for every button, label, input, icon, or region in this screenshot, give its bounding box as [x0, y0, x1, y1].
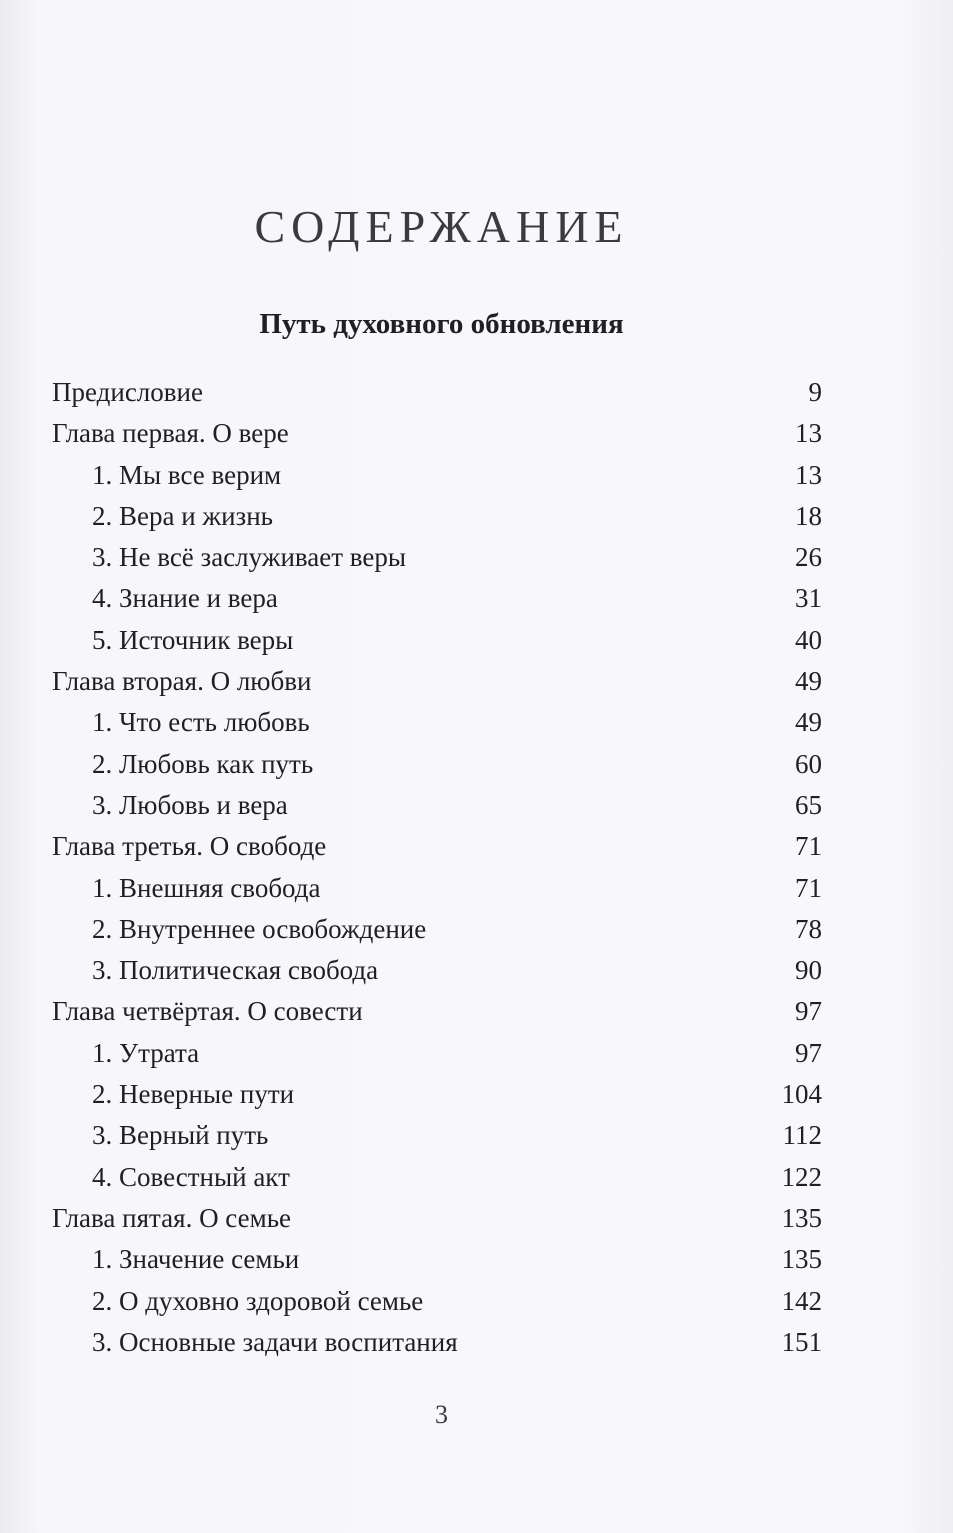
toc-entry-title: 2. Любовь как путь: [92, 748, 314, 779]
toc-entry-title: 1. Значение семьи: [92, 1244, 300, 1275]
toc-entry-page: 9: [808, 377, 822, 407]
toc-section-entry: [52, 537, 822, 578]
toc-entry-page: 151: [781, 1326, 822, 1357]
toc-section-entry: [52, 1157, 822, 1198]
toc-section-entry: [52, 744, 822, 785]
toc-chapter-entry: [52, 826, 822, 867]
toc-entry-title: 3. Основные задачи воспитания: [92, 1326, 458, 1357]
toc-chapter-entry: [52, 372, 822, 413]
toc-section-entry: [52, 950, 822, 991]
toc-entry-page: 40: [795, 624, 822, 655]
toc-entry-title: 2. О духовно здоровой семье: [92, 1285, 424, 1316]
toc-entry-page: 142: [781, 1285, 822, 1316]
toc-entry-title: 5. Источник веры: [92, 624, 294, 655]
toc-section-entry: [52, 909, 822, 950]
toc-chapter-entry: [52, 1198, 822, 1239]
toc-entry-title: 2. Внутреннее освобождение: [92, 913, 427, 944]
toc-entry-title: 1. Мы все верим: [92, 459, 282, 490]
toc-entry-page: 18: [795, 500, 822, 531]
page-number: 3: [435, 1400, 448, 1429]
toc-entry-page: 97: [795, 996, 822, 1027]
toc-entry-title: 3. Политическая свобода: [92, 955, 379, 986]
toc-entry-page: 78: [795, 913, 822, 944]
toc-entry-page: 31: [795, 583, 822, 614]
toc-entry-page: 97: [795, 1037, 822, 1068]
toc-section-entry: [52, 868, 822, 909]
toc-entry-page: 90: [795, 955, 822, 986]
toc-chapter-entry: [52, 413, 822, 454]
toc-chapter-entry: [52, 661, 822, 702]
toc-entry-page: 49: [795, 666, 822, 697]
toc-section-entry: [52, 785, 822, 826]
toc-entry-page: 60: [795, 748, 822, 779]
toc-section-entry: [52, 496, 822, 537]
part-title: Путь духовного обновления: [259, 308, 624, 340]
toc-section-entry: [52, 702, 822, 743]
toc-section-entry: [52, 1033, 822, 1074]
toc-entry-page: 49: [795, 707, 822, 738]
toc-section-entry: [52, 1115, 822, 1156]
table-of-contents: [52, 372, 822, 1363]
toc-entry-page: 122: [781, 1161, 822, 1192]
toc-entry-title: 4. Знание и вера: [92, 583, 278, 614]
toc-entry-title: 3. Не всё заслуживает веры: [92, 542, 407, 573]
toc-entry-page: 112: [782, 1120, 822, 1151]
page-title: СОДЕРЖАНИЕ: [254, 201, 629, 252]
toc-entry-title: Глава четвёртая. О совести: [52, 996, 363, 1027]
toc-entry-title: 4. Совестный акт: [92, 1161, 290, 1192]
toc-entry-title: 1. Внешняя свобода: [92, 872, 321, 903]
toc-entry-page: 13: [795, 459, 822, 490]
toc-entry-title: 3. Верный путь: [92, 1120, 269, 1151]
toc-entry-title: Глава третья. О свободе: [52, 831, 327, 862]
toc-entry-title: Предисловие: [52, 377, 203, 407]
toc-chapter-entry: [52, 991, 822, 1032]
toc-entry-page: 104: [781, 1079, 822, 1110]
toc-entry-title: 2. Вера и жизнь: [92, 500, 273, 531]
toc-entry-title: Глава пятая. О семье: [52, 1202, 291, 1233]
toc-section-entry: [52, 1074, 822, 1115]
toc-entry-page: 71: [795, 872, 822, 903]
toc-entry-page: 26: [795, 542, 822, 573]
toc-entry-page: 71: [795, 831, 822, 862]
toc-entry-title: 1. Что есть любовь: [92, 707, 310, 738]
toc-entry-page: 135: [781, 1244, 822, 1275]
toc-entry-page: 65: [795, 789, 822, 820]
toc-entry-title: Глава вторая. О любви: [52, 666, 312, 697]
toc-entry-page: 135: [781, 1202, 822, 1233]
toc-section-entry: [52, 455, 822, 496]
toc-section-entry: [52, 578, 822, 619]
toc-section-entry: [52, 1239, 822, 1280]
toc-section-entry: [52, 1281, 822, 1322]
toc-entry-title: 1. Утрата: [92, 1037, 200, 1068]
toc-entry-title: Глава первая. О вере: [52, 418, 289, 449]
toc-entry-title: 2. Неверные пути: [92, 1079, 295, 1110]
toc-entry-title: 3. Любовь и вера: [92, 789, 288, 820]
toc-entry-page: 13: [795, 418, 822, 449]
toc-section-entry: [52, 620, 822, 661]
toc-section-entry: [52, 1322, 822, 1363]
